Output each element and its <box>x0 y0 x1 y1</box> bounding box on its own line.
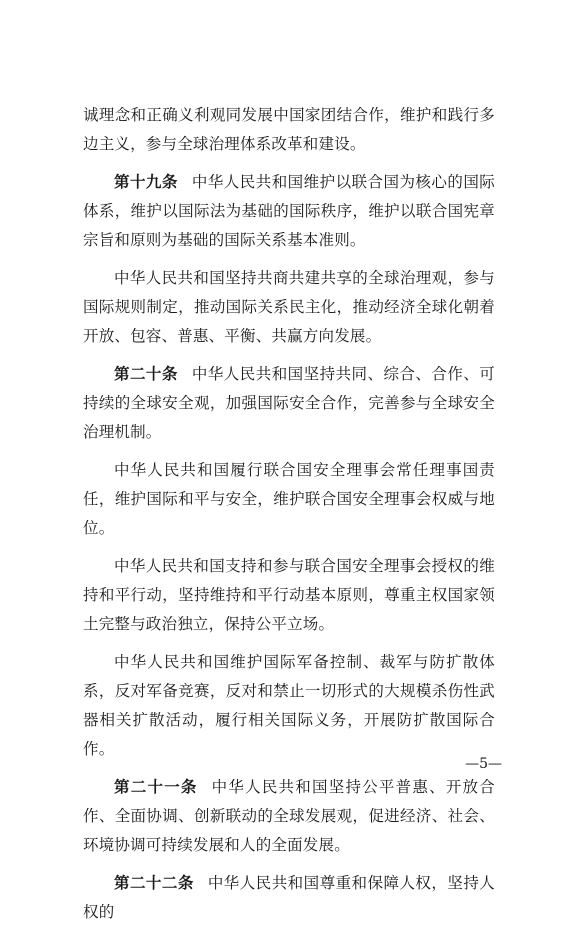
paragraph-article-20 <box>83 360 495 447</box>
paragraph-article-19-2 <box>83 264 495 351</box>
paragraph-text: 中华人民共和国坚持共商共建共享的全球治理观，参与国际规则制定，推动国际关系民主化，推动经济全球化朝着开放、包容、普惠、平衡、共赢方向发展。 <box>83 269 495 345</box>
paragraph-article-22 <box>83 869 495 927</box>
article-number: 第十九条 <box>114 173 178 191</box>
article-number: 第二十条 <box>114 365 178 383</box>
document-body <box>83 101 495 936</box>
page-number: —5— <box>465 756 502 772</box>
paragraph-text: 中华人民共和国履行联合国安全理事会常任理事国责任，维护国际和平与安全，维护联合国安全理事会权威与地位。 <box>83 461 495 537</box>
article-number: 第二十二条 <box>114 874 194 892</box>
paragraph-article-20-4 <box>83 648 495 764</box>
paragraph-text: 中华人民共和国维护以联合国为核心的国际体系，维护以国际法为基础的国际秩序，维护以联合国宪章宗旨和原则为基础的国际关系基本准则。 <box>83 173 495 249</box>
paragraph-text: 诚理念和正确义利观同发展中国家团结合作，维护和践行多边主义，参与全球治理体系改革和建设。 <box>83 106 495 153</box>
paragraph-text: 中华人民共和国坚持共同、综合、合作、可持续的全球安全观，加强国际安全合作，完善参与全球安全治理机制。 <box>83 365 495 441</box>
paragraph-text: 中华人民共和国支持和参与联合国安全理事会授权的维持和平行动，坚持维持和平行动基本原则，尊重主权国家领土完整与政治独立，保持公平立场。 <box>83 557 495 633</box>
paragraph-continued <box>83 101 495 159</box>
paragraph-article-21 <box>83 773 495 860</box>
paragraph-article-20-3 <box>83 552 495 639</box>
paragraph-text: 中华人民共和国尊重和保障人权，坚持人权的 <box>83 874 495 921</box>
paragraph-article-19 <box>83 168 495 255</box>
paragraph-article-20-2 <box>83 456 495 543</box>
paragraph-text: 中华人民共和国维护国际军备控制、裁军与防扩散体系，反对军备竞赛，反对和禁止一切形式的大规模杀伤性武器相关扩散活动，履行相关国际义务，开展防扩散国际合作。 <box>83 653 495 758</box>
paragraph-text: 中华人民共和国坚持公平普惠、开放合作、全面协调、创新联动的全球发展观，促进经济、社会、环境协调可持续发展和人的全面发展。 <box>83 778 495 854</box>
article-number: 第二十一条 <box>114 778 198 796</box>
